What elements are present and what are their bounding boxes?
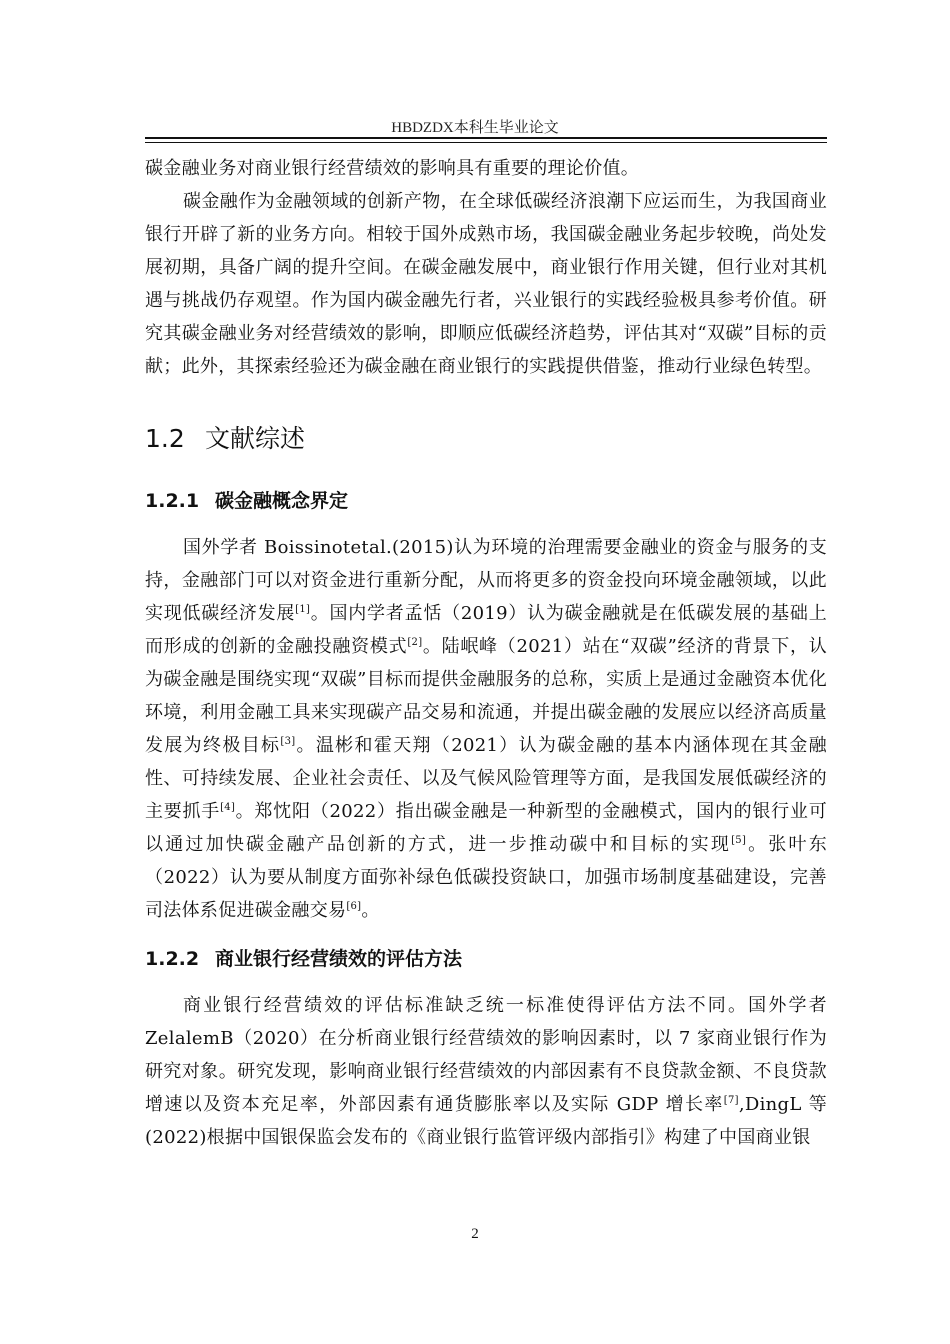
- header-rule-thin: [145, 142, 827, 143]
- page-number: 2: [471, 1226, 479, 1242]
- bank-performance-evaluation-paragraph: [145, 989, 827, 1154]
- citation-ref-3: [3]: [280, 736, 296, 747]
- paragraph-text: 。国内学者孟恬（2019）认为碳金融就是在低碳发展的基础上而形成的创新的金融投融资模式: [145, 603, 827, 657]
- section-number: 1.2: [145, 424, 185, 453]
- citation-ref-1: [1]: [295, 604, 311, 615]
- subsection-heading-1-2-1: [145, 485, 827, 517]
- header-rule-thick: [145, 137, 827, 139]
- subsection-heading-1-2-2: [145, 943, 827, 975]
- paragraph-text: 。: [361, 900, 380, 921]
- paragraph-text: 商业银行经营绩效的评估标准缺乏统一标准使得评估方法不同。国外学者ZelalemB（2020）在分析商业银行经营绩效的影响因素时，以 7 家商业银行作为研究对象。研究发现，影响商业银行经营绩效的内部因素有不良贷款金额、不良贷款增速以及资本充足率，外部因素有通货膨胀率以及实际 GDP 增长率: [145, 995, 828, 1115]
- intro-paragraph-continued: 碳金融业务对商业银行经营绩效的影响具有重要的理论价值。: [145, 158, 640, 179]
- subsection-title: 商业银行经营绩效的评估方法: [215, 948, 463, 970]
- citation-ref-5: [5]: [731, 835, 747, 846]
- citation-ref-6: [6]: [346, 901, 362, 912]
- page-body: [145, 152, 827, 1154]
- carbon-finance-definition-paragraph: [145, 531, 827, 927]
- paragraph-text: 国外学者 Boissinotetal.(2015)认为环境的治理需要金融业的资金与服务的支持，金融部门可以对资金进行重新分配，从而将更多的资金投向环境金融领域，以此实现低碳经济发展: [145, 537, 827, 624]
- citation-ref-2: [2]: [407, 637, 423, 648]
- intro-paragraph: 碳金融作为金融领域的创新产物，在全球低碳经济浪潮下应运而生，为我国商业银行开辟了新的业务方向。相较于国外成熟市场，我国碳金融业务起步较晚，尚处发展初期，具备广阔的提升空间。在碳金融发展中，商业银行作用关键，但行业对其机遇与挑战仍存观望。作为国内碳金融先行者，兴业银行的实践经验极具参考价值。研究其碳金融业务对经营绩效的影响，即顺应低碳经济趋势，评估其对“双碳”目标的贡献；此外，其探索经验还为碳金融在商业银行的实践提供借鉴，推动行业绿色转型。: [145, 191, 827, 377]
- running-header-title: HBDZDX本科生毕业论文: [391, 120, 559, 136]
- citation-ref-7: [7]: [723, 1095, 739, 1106]
- subsection-number: 1.2.2: [145, 948, 200, 970]
- section-heading-1-2: [145, 419, 827, 459]
- paragraph-text: ,DingL 等(2022)根据中国银保监会发布的《商业银行监管评级内部指引》构建了中国商业银: [145, 1094, 827, 1148]
- citation-ref-4: [4]: [220, 802, 236, 813]
- subsection-number: 1.2.1: [145, 490, 200, 512]
- paragraph-text: 。温彬和霍天翔（2021）认为碳金融的基本内涵体现在其金融性、可持续发展、企业社会责任、以及气候风险管理等方面，是我国发展低碳经济的主要抓手: [145, 735, 827, 822]
- section-title: 文献综述: [205, 424, 306, 453]
- paragraph-text: 。陆岷峰（2021）站在“双碳”经济的背景下，认为碳金融是围绕实现“双碳”目标而提供金融服务的总称，实质上是通过金融资本优化环境，利用金融工具来实现碳产品交易和流通，并提出碳金融的发展应以经济高质量发展为终极目标: [145, 636, 827, 756]
- paragraph-text: 。张叶东（2022）认为要从制度方面弥补绿色低碳投资缺口，加强市场制度基础建设，完善司法体系促进碳金融交易: [145, 834, 827, 921]
- subsection-title: 碳金融概念界定: [215, 490, 349, 512]
- paragraph-text: 。郑忱阳（2022）指出碳金融是一种新型的金融模式，国内的银行业可以通过加快碳金融产品创新的方式，进一步推动碳中和目标的实现: [145, 801, 827, 855]
